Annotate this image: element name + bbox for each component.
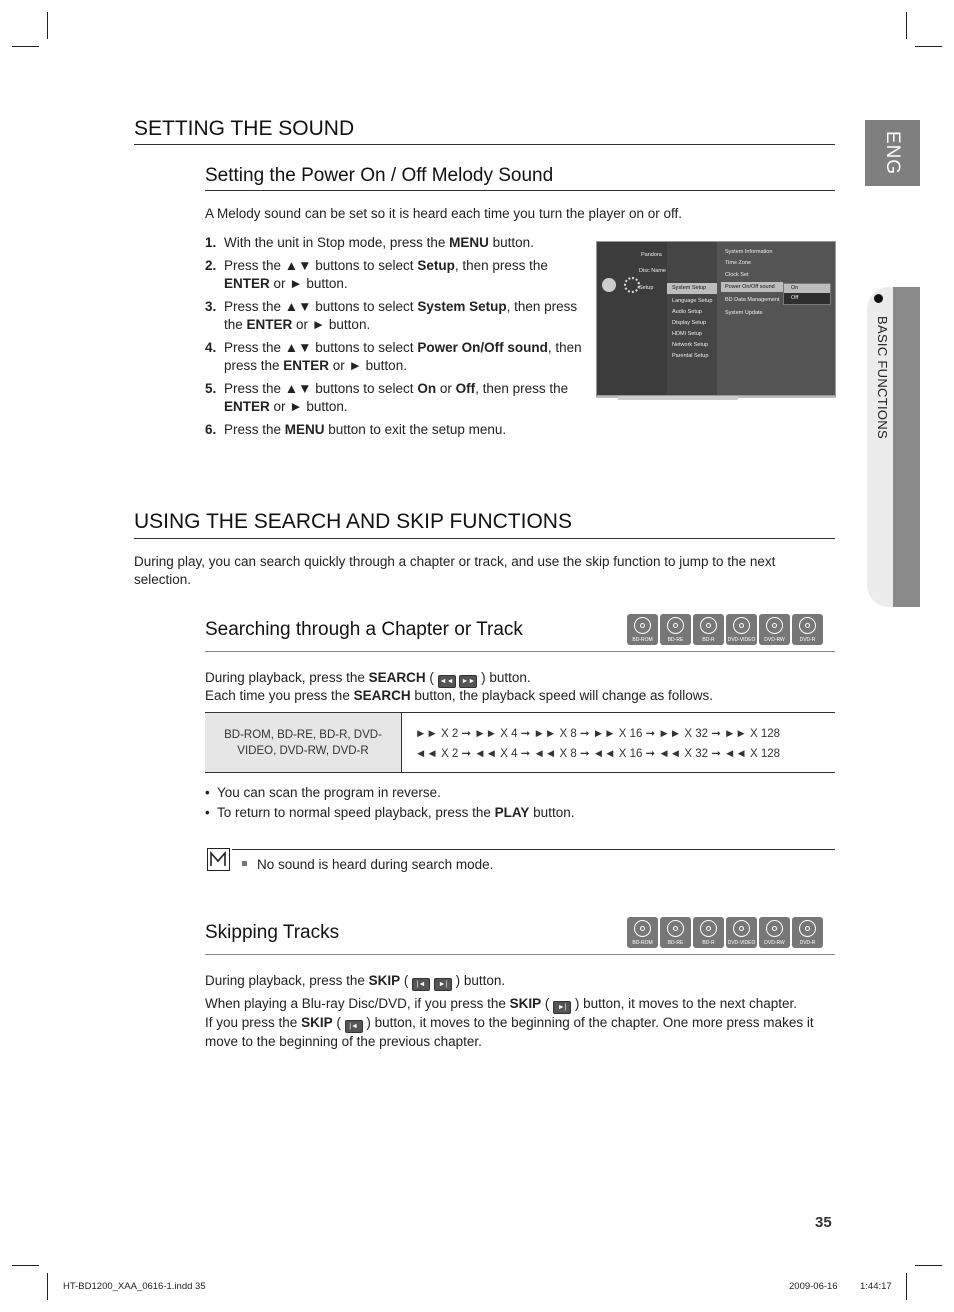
skip-paragraph-2: When playing a Blu-ray Disc/DVD, if you press the SKIP ( ►| ) button, it moves to the next chapter. If you press the SKIP ( |◄ ) button, it moves to the beginning of the chapter. One more press makes it move to the beginning of the previous chapter. bbox=[205, 996, 814, 1049]
menu-item: System Update bbox=[725, 310, 763, 316]
bullet-item: • You can scan the program in reverse. bbox=[205, 783, 574, 803]
bd-re-icon: BD-RE bbox=[660, 614, 691, 645]
gear-icon bbox=[624, 277, 640, 293]
search-paragraph-2: Each time you press the SEARCH button, the playback speed will change as follows. bbox=[205, 688, 714, 703]
search-intro: During play, you can search quickly through a chapter or track, and use the skip function to jump to the next selection. bbox=[134, 554, 776, 587]
menu-item: HDMI Setup bbox=[672, 331, 702, 337]
bullet-item: • To return to normal speed playback, press the PLAY button. bbox=[205, 803, 574, 823]
crop-mark bbox=[47, 12, 48, 39]
crop-mark bbox=[915, 1265, 942, 1266]
page-number: 35 bbox=[815, 1214, 832, 1231]
speed-table-disc-types: BD-ROM, BD-RE, BD-R, DVD-VIDEO, DVD-RW, DVD-R bbox=[205, 713, 401, 772]
crop-mark bbox=[906, 1273, 907, 1300]
skip-paragraph-1: During playback, press the SKIP ( |◄ ►| ) button. bbox=[205, 972, 505, 991]
footer-time: 1:44:17 bbox=[860, 1281, 892, 1292]
menu-item: Time Zone bbox=[725, 260, 752, 266]
dvd-rw-icon: DVD-RW bbox=[759, 917, 790, 948]
menu-item: Disc Name bbox=[639, 268, 666, 274]
crop-mark bbox=[12, 1265, 39, 1266]
dvd-video-icon: DVD-VIDEO bbox=[726, 614, 757, 645]
skip-forward-button-icon: ►| bbox=[553, 1001, 571, 1014]
crop-mark bbox=[12, 46, 39, 47]
bd-r-icon: BD-R bbox=[693, 614, 724, 645]
step-item: 4. Press the ▲▼ buttons to select Power On/Off sound, then press the ENTER or ► button. bbox=[205, 340, 582, 373]
skip-back-button-icon: |◄ bbox=[412, 978, 430, 991]
section-bullet-icon bbox=[874, 294, 883, 303]
menu-shadow bbox=[618, 396, 738, 400]
menu-item: Clock Set bbox=[725, 272, 749, 278]
subtitle-melody: Setting the Power On / Off Melody Sound bbox=[205, 165, 554, 186]
menu-item: BD Data Management bbox=[725, 297, 780, 303]
step-item: 5. Press the ▲▼ buttons to select On or Off, then press the ENTER or ► button. bbox=[205, 381, 569, 414]
bd-r-icon: BD-R bbox=[693, 917, 724, 948]
section-title-sound: SETTING THE SOUND bbox=[134, 117, 355, 140]
bd-re-icon: BD-RE bbox=[660, 917, 691, 948]
search-paragraph-1: During playback, press the SEARCH ( ◄◄ ►► ) button. bbox=[205, 669, 531, 688]
menu-item: Language Setup bbox=[672, 298, 713, 304]
note-divider bbox=[232, 849, 835, 850]
menu-item: Setup bbox=[639, 285, 654, 291]
rewind-button-icon: ◄◄ bbox=[438, 675, 456, 688]
step-item: 3. Press the ▲▼ buttons to select System Setup, then press the ENTER or ► button. bbox=[205, 299, 578, 332]
setup-menu-screenshot bbox=[596, 241, 836, 396]
note-icon bbox=[207, 848, 230, 871]
language-tab bbox=[865, 120, 920, 186]
divider bbox=[134, 538, 835, 539]
dvd-r-icon: DVD-R bbox=[792, 917, 823, 948]
menu-option: On bbox=[791, 285, 799, 291]
melody-steps bbox=[205, 234, 585, 444]
forward-speed-row: ►► X 2 ➞ ►► X 4 ➞ ►► X 8 ➞ ►► X 16 ➞ ►► X 32 ➞ ►► X 128 bbox=[415, 728, 781, 740]
crop-mark bbox=[915, 46, 942, 47]
divider bbox=[205, 190, 835, 191]
subtitle-searching: Searching through a Chapter or Track bbox=[205, 619, 523, 640]
dvd-r-icon: DVD-R bbox=[792, 614, 823, 645]
subtitle-skipping: Skipping Tracks bbox=[205, 922, 340, 943]
section-tab-label: BASIC FUNCTIONS bbox=[875, 316, 890, 439]
disc-type-icons bbox=[627, 614, 823, 645]
fast-forward-button-icon: ►► bbox=[459, 675, 477, 688]
menu-item: System Setup bbox=[672, 285, 707, 291]
step-item: 6. Press the MENU button to exit the setup menu. bbox=[205, 422, 507, 437]
disc-type-icons bbox=[627, 917, 823, 948]
reverse-speed-row: ◄◄ X 2 ➞ ◄◄ X 4 ➞ ◄◄ X 8 ➞ ◄◄ X 16 ➞ ◄◄ X 32 ➞ ◄◄ X 128 bbox=[415, 748, 781, 760]
bd-rom-icon: BD-ROM bbox=[627, 917, 658, 948]
section-title-search: USING THE SEARCH AND SKIP FUNCTIONS bbox=[134, 510, 572, 533]
divider bbox=[205, 954, 835, 955]
crop-mark bbox=[47, 1273, 48, 1300]
search-bullets bbox=[205, 783, 574, 823]
menu-item: Network Setup bbox=[672, 342, 709, 348]
note-text: No sound is heard during search mode. bbox=[257, 857, 494, 872]
language-tab-label: ENG bbox=[882, 130, 904, 176]
bd-rom-icon: BD-ROM bbox=[627, 614, 658, 645]
dvd-video-icon: DVD-VIDEO bbox=[726, 917, 757, 948]
note-bullet-icon bbox=[242, 861, 247, 866]
menu-item: Parental Setup bbox=[672, 353, 709, 359]
menu-item: Audio Setup bbox=[672, 309, 702, 315]
menu-item: Display Setup bbox=[672, 320, 706, 326]
skip-forward-button-icon: ►| bbox=[434, 978, 452, 991]
divider bbox=[134, 144, 835, 145]
footer-date: 2009-06-16 bbox=[789, 1281, 838, 1292]
crop-mark bbox=[906, 12, 907, 39]
menu-item: Power On/Off sound bbox=[725, 284, 775, 290]
menu-option: Off bbox=[791, 295, 799, 301]
divider bbox=[205, 651, 835, 652]
disc-icon bbox=[602, 278, 616, 292]
step-item: 2. Press the ▲▼ buttons to select Setup, then press the ENTER or ► button. bbox=[205, 258, 548, 291]
footer-file: HT-BD1200_XAA_0616-1.indd 35 bbox=[63, 1281, 206, 1292]
menu-item: System Information bbox=[725, 249, 773, 255]
menu-item: Pandora bbox=[641, 252, 662, 258]
dvd-rw-icon: DVD-RW bbox=[759, 614, 790, 645]
skip-back-button-icon: |◄ bbox=[345, 1020, 363, 1033]
speed-table bbox=[205, 712, 835, 773]
melody-intro: A Melody sound can be set so it is heard each time you turn the player on or off. bbox=[205, 206, 683, 221]
step-item: 1. With the unit in Stop mode, press the MENU button. bbox=[205, 235, 534, 250]
